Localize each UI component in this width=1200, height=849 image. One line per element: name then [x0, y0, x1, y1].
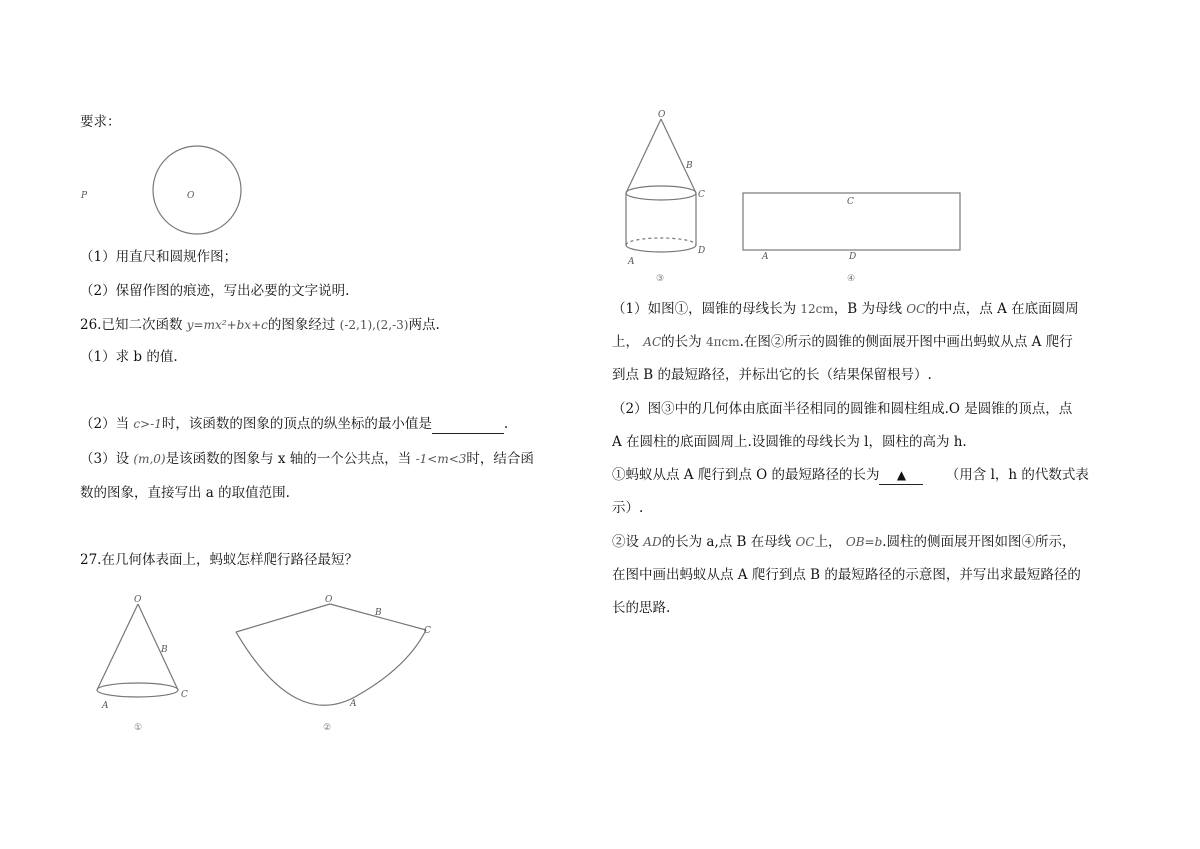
- point-p-label: P: [81, 191, 88, 201]
- label-o: O: [134, 595, 142, 605]
- label-a: A: [762, 252, 769, 262]
- label-b: B: [375, 608, 382, 618]
- q26-points: (-2,1),(2,-3): [339, 318, 409, 332]
- label-c: C: [698, 190, 705, 200]
- q27-part1-line3: 到点 B 的最短路径，并标出它的长（结果保留根号）.: [612, 367, 932, 383]
- requirement-label: 要求：: [80, 114, 121, 130]
- figure-4-rectangle: [740, 188, 965, 285]
- cylinder-bottom-front: [626, 245, 696, 252]
- cone-right-edge: [138, 604, 178, 690]
- arc-length: 4πcm: [705, 335, 740, 349]
- step-1: （1）用直尺和圆规作图；: [80, 249, 238, 265]
- label-a: A: [350, 699, 357, 709]
- label-o: O: [658, 110, 666, 120]
- q27-sub2-line2: 在图中画出蚂蚁从点 A 爬行到点 B 的最短路径的示意图，并写出求最短路径的: [612, 567, 1081, 583]
- figure-1-cone: [90, 590, 200, 740]
- cone-left-edge: [97, 604, 138, 690]
- q27-part2-line2: A 在圆柱的底面圆周上.设圆锥的母线长为 l，圆柱的高为 h.: [612, 434, 967, 450]
- q26-p3-point: (m,0): [133, 452, 166, 466]
- caption-1: ①: [134, 723, 143, 733]
- q27-sub2-line1: ②设 AD的长为 a,点 B 在母线 OC上， OB=b.圆柱的侧面展开图如图④所示，: [612, 534, 1076, 550]
- segment-oc: OC: [906, 302, 926, 316]
- q26-part3-line2: 数的图象，直接写出 a 的取值范围.: [80, 485, 290, 501]
- q26-p3-condition: -1<m<3: [415, 452, 467, 466]
- ob-equation: OB=b: [845, 535, 883, 549]
- label-c: C: [181, 690, 188, 700]
- q26-part1: （1）求 b 的值.: [80, 349, 178, 365]
- label-a: A: [102, 701, 109, 711]
- label-c: C: [424, 626, 431, 636]
- caption-4: ④: [847, 274, 856, 284]
- cylinder-bottom-back: [626, 238, 696, 245]
- q27-title: 27.在几何体表面上，蚂蚁怎样爬行路径最短？: [80, 552, 358, 568]
- cone-left-edge: [626, 119, 661, 193]
- figure-2-sector: [228, 590, 443, 740]
- q27-sub1: ①蚂蚁从点 A 爬行到点 O 的最短路径的长为 ▲ （用含 l，h 的代数式表: [612, 467, 1089, 483]
- label-b: B: [161, 645, 168, 655]
- q26-formula: y=mx²+bx+c: [186, 318, 268, 332]
- cylinder-top: [626, 186, 696, 200]
- answer-blank[interactable]: [432, 415, 504, 434]
- figure-3-cone-cylinder: [618, 105, 718, 285]
- sector-arc: [236, 630, 426, 705]
- label-c: C: [847, 197, 854, 207]
- slant-length: 12cm: [800, 302, 834, 316]
- q27-sub1-line2: 示）.: [612, 500, 644, 516]
- center-o-label: O: [187, 191, 195, 201]
- q27-part2-line1: （2）图③中的几何体由底面半径相同的圆锥和圆柱组成.O 是圆锥的顶点，点: [612, 401, 1073, 417]
- q26-part2: （2）当 c>-1时，该函数的图象的顶点的纵坐标的最小值是 .: [80, 416, 509, 432]
- arc-ac: AC: [643, 335, 662, 349]
- segment-oc-2: OC: [795, 535, 815, 549]
- q26-stem: 26.已知二次函数 y=mx²+bx+c的图象经过 (-2,1),(2,-3)两点.: [80, 317, 440, 333]
- arc-ad: AD: [643, 535, 662, 549]
- q27-sub2-line3: 长的思路.: [612, 600, 671, 616]
- step-2: （2）保留作图的痕迹，写出必要的文字说明.: [80, 283, 350, 299]
- answer-blank-triangle[interactable]: ▲: [879, 466, 923, 485]
- q26-p2-condition: c>-1: [133, 417, 162, 431]
- label-d: D: [849, 252, 857, 262]
- label-d: D: [698, 246, 706, 256]
- label-a: A: [628, 257, 635, 267]
- q26-part3: （3）设 (m,0)是该函数的图象与 x 轴的一个公共点，当 -1<m<3时，结合函: [80, 451, 534, 467]
- cone-base: [97, 683, 178, 697]
- caption-3: ③: [656, 274, 665, 284]
- circle-figure: [75, 140, 250, 240]
- q27-part1-line1: （1）如图①，圆锥的母线长为 12cm，B 为母线 OC的中点，点 A 在底面圆周: [612, 301, 1079, 317]
- caption-2: ②: [323, 723, 332, 733]
- sector-left-radius: [236, 604, 330, 632]
- cone-right-edge: [661, 119, 696, 193]
- label-o: O: [325, 595, 333, 605]
- circle-o: [153, 146, 241, 234]
- label-b: B: [686, 161, 693, 171]
- q27-part1-line2: 上， AC的长为 4πcm.在图②所示的圆锥的侧面展开图中画出蚂蚁从点 A 爬行: [612, 334, 1073, 350]
